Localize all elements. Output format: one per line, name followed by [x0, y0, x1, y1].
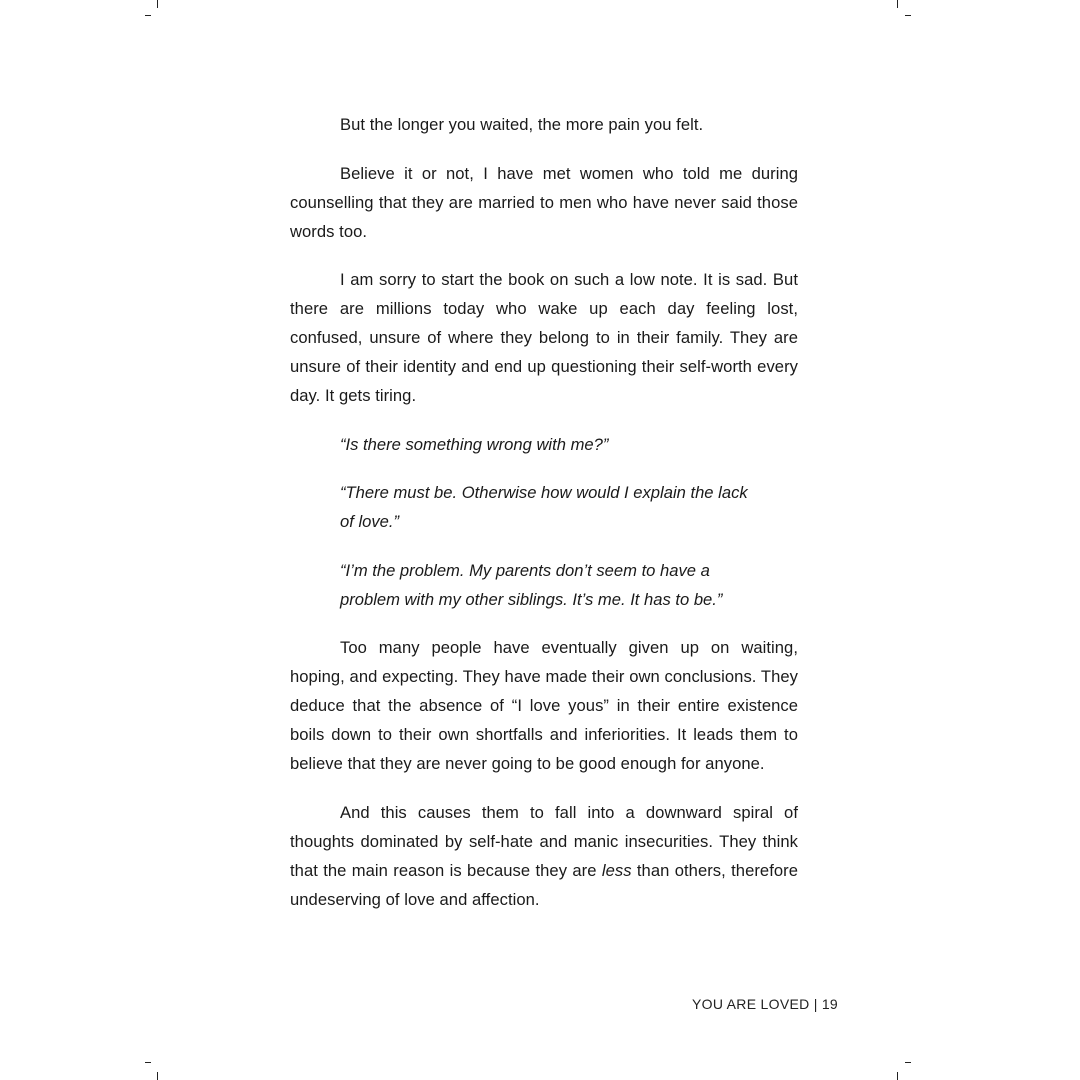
- running-footer: YOU ARE LOVED | 19: [692, 996, 838, 1012]
- crop-mark-top-right-vertical: [897, 0, 898, 8]
- paragraph-5-text-end: than others, therefore undeserving of love and affection.: [290, 860, 799, 909]
- paragraph-5-emphasis: less: [601, 860, 632, 880]
- body-text: [290, 110, 798, 914]
- crop-mark-bottom-left-horizontal: [145, 1062, 151, 1063]
- paragraph-5-text-start: And this causes them to fall into a downward spiral of thoughts dominated by self-hate and manic insecurities. They think that the main reason is because they are: [290, 802, 798, 880]
- quote-3: “I’m the problem. My parents don’t seem to have a problem with my other siblings. It’s me. It has to be.”: [340, 560, 723, 609]
- paragraph-4: Too many people have eventually given up on waiting, hoping, and expecting. They have made their own conclusions. They deduce that the absence of “I love yous” in their entire existence boils down to their own shortfalls and inferiorities. It leads them to believe that they are never going to be good enough for anyone.: [290, 638, 798, 773]
- paragraph-5: [290, 798, 798, 914]
- crop-mark-top-left-horizontal: [145, 15, 151, 16]
- paragraph-1: But the longer you waited, the more pain you felt.: [340, 115, 704, 134]
- quote-1: “Is there something wrong with me?”: [340, 434, 609, 454]
- crop-mark-bottom-right-horizontal: [905, 1062, 911, 1063]
- crop-mark-top-left-vertical: [157, 0, 158, 8]
- paragraph-2: Believe it or not, I have met women who told me during counselling that they are married to men who have never said those words too.: [290, 163, 798, 241]
- crop-mark-top-right-horizontal: [905, 15, 911, 16]
- crop-mark-bottom-right-vertical: [897, 1072, 898, 1080]
- crop-mark-bottom-left-vertical: [157, 1072, 158, 1080]
- paragraph-3: I am sorry to start the book on such a low note. It is sad. But there are millions today who wake up each day feeling lost, confused, unsure of where they belong to in their family. They are unsure of their identity and end up questioning their self-worth every day. It gets tiring.: [290, 270, 798, 405]
- quote-2: “There must be. Otherwise how would I explain the lack of love.”: [340, 483, 748, 531]
